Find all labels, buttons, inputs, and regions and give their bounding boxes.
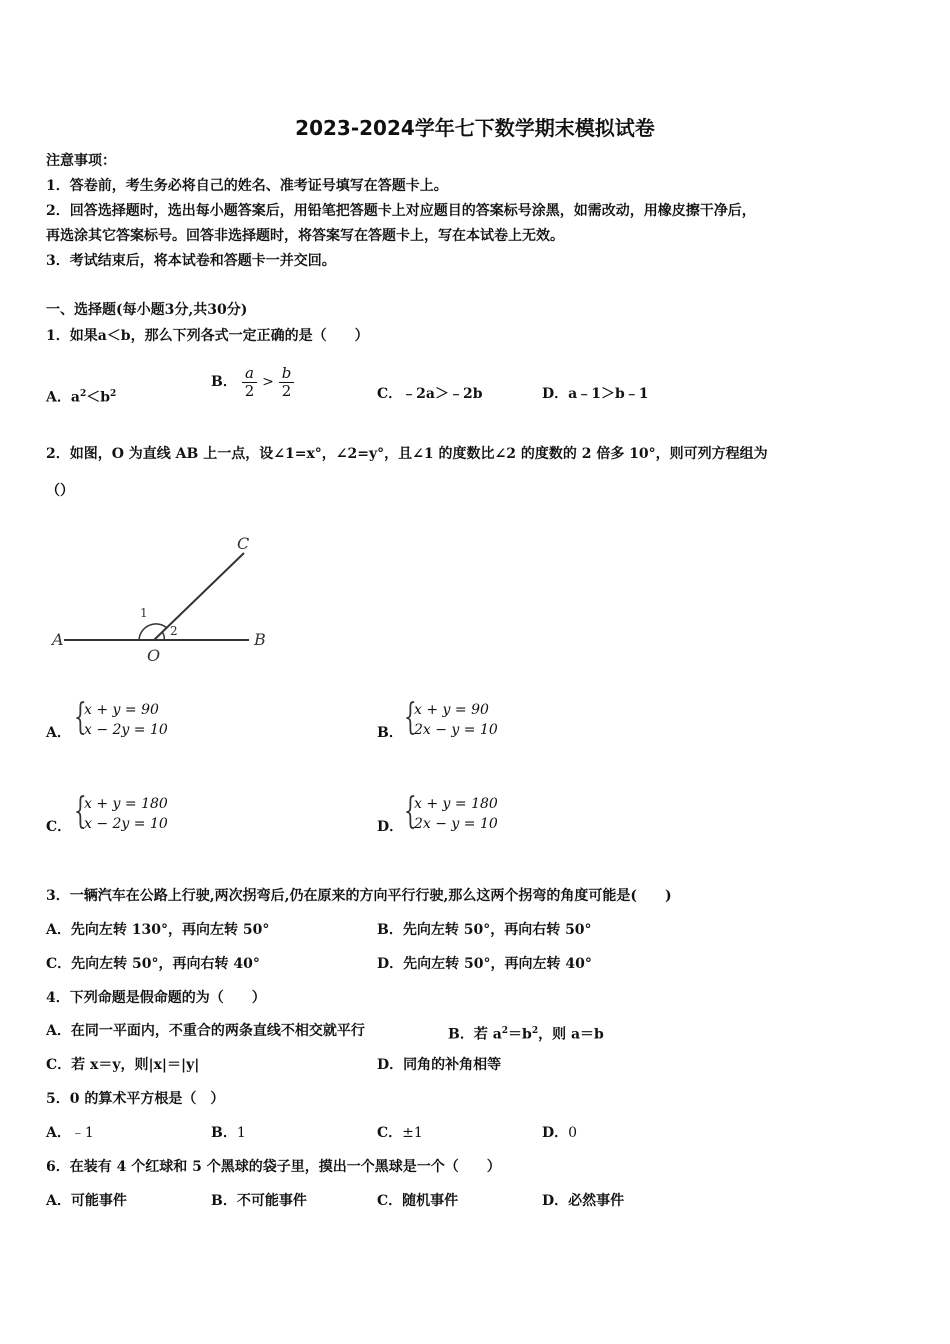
q5-d-label: D． — [542, 1125, 569, 1141]
q2-c-eq2: x − 2y = 10 — [84, 816, 168, 832]
q5-stem: 5．0 的算术平方根是（ ） — [46, 1091, 225, 1107]
q5-option-a — [46, 1123, 94, 1143]
q1-option-b-label: B． — [211, 374, 237, 390]
brace-icon: { — [74, 697, 87, 738]
q6-option-c: C．随机事件 — [377, 1193, 459, 1209]
q2-option-a-label: A． — [46, 725, 71, 741]
notice-item-2: 2．回答选择题时，选出每小题答案后，用铅笔把答题卡上对应题目的答案标号涂黑，如需改动，用橡皮擦干净后， — [46, 203, 756, 219]
q2-option-b-label: B． — [377, 725, 403, 741]
q1-b-op: > — [262, 374, 274, 390]
angle-2-arc — [162, 632, 164, 640]
q2-stem-line1: 2．如图，O 为直线 AB 上一点，设∠1=x°，∠2=y°，且∠1 的度数比∠2 的度数的 2 倍多 10°，则可列方程组为 — [46, 446, 768, 462]
q2-c-eq1: x + y = 180 — [84, 796, 168, 812]
label-b: B — [254, 630, 266, 649]
notice-item-2-cont: 再选涂其它答案标号。回答非选择题时，将答案写在答题卡上，写在本试卷上无效。 — [46, 228, 564, 244]
q2-b-eq1: x + y = 90 — [414, 702, 489, 718]
q4-b-pre: B．若 a — [448, 1026, 502, 1043]
q6-option-b: B．不可能事件 — [211, 1193, 307, 1209]
q4-stem: 4．下列命题是假命题的为（ ） — [46, 990, 266, 1006]
q4-option-a: A．在同一平面内，不重合的两条直线不相交就平行 — [46, 1023, 365, 1039]
q4-option-b — [448, 1021, 604, 1045]
q1-b-num-1: a — [242, 365, 257, 383]
q1-b-den-2: 2 — [281, 381, 292, 400]
brace-icon: { — [404, 791, 417, 832]
q2-option-b-system — [404, 697, 498, 740]
q2-option-c-label: C． — [46, 819, 72, 835]
label-o: O — [147, 646, 161, 665]
q5-b-label: B． — [211, 1125, 237, 1141]
q2-stem-line2: （） — [46, 483, 74, 499]
label-angle-2: 2 — [170, 624, 178, 638]
q1-b-frac-1 — [242, 365, 258, 400]
q4-b-sup1: 2 — [501, 1026, 509, 1036]
q4-option-c: C．若 x＝y，则|x|＝|y| — [46, 1057, 200, 1073]
q6-stem: 6．在装有 4 个红球和 5 个黑球的袋子里，摸出一个黑球是一个（ ） — [46, 1159, 501, 1175]
q5-b-val: 1 — [236, 1125, 246, 1141]
notice-item-1: 1．答卷前，考生务必将自己的姓名、准考证号填写在答题卡上。 — [46, 178, 448, 194]
q1-stem: 1．如果a＜b，那么下列各式一定正确的是（ ） — [46, 328, 369, 344]
q5-option-d — [542, 1123, 577, 1143]
ray-oc — [154, 553, 244, 640]
section-heading: 一、选择题(每小题3分,共30分) — [46, 302, 248, 318]
label-a: A — [52, 630, 64, 649]
q1-option-a — [46, 384, 116, 408]
q5-option-c — [377, 1123, 423, 1143]
brace-icon: { — [74, 791, 87, 832]
q1-option-b — [211, 360, 294, 404]
q1-b-frac-2 — [279, 365, 295, 400]
q2-a-eq2: x − 2y = 10 — [84, 722, 168, 738]
q5-a-val: ﹣1 — [70, 1125, 94, 1141]
q2-option-d-label: D． — [377, 819, 404, 835]
q3-stem: 3．一辆汽车在公路上行驶,两次拐弯后,仍在原来的方向平行行驶,那么这两个拐弯的角度可能是( ) — [46, 888, 672, 904]
q2-option-a-system — [74, 697, 168, 740]
q2-option-d-system — [404, 791, 498, 834]
q5-c-label: C． — [377, 1125, 403, 1141]
q2-a-eq1: x + y = 90 — [84, 702, 159, 718]
q2-d-eq2: 2x − y = 10 — [414, 816, 498, 832]
label-c: C — [237, 534, 250, 553]
notice-item-3: 3．考试结束后，将本试卷和答题卡一并交回。 — [46, 253, 336, 269]
q1-a-sup: 2 — [79, 389, 87, 399]
q3-option-d: D．先向左转 50°，再向左转 40° — [377, 956, 592, 972]
q3-option-c: C．先向左转 50°，再向右转 40° — [46, 956, 260, 972]
q5-d-val: 0 — [568, 1125, 578, 1141]
q1-a-mid: ＜b — [86, 389, 111, 406]
label-angle-1: 1 — [140, 606, 148, 620]
q3-option-a: A．先向左转 130°，再向左转 50° — [46, 922, 270, 938]
q1-a-base: a — [70, 389, 80, 406]
page-title: 2023-2024学年七下数学期末模拟试卷 — [295, 116, 655, 140]
angle-figure — [44, 525, 284, 670]
q1-option-d: D．a﹣1＞b﹣1 — [542, 386, 649, 402]
q1-b-den-1: 2 — [244, 381, 255, 400]
q1-option-c: C．﹣2a＞﹣2b — [377, 386, 483, 402]
q4-b-sup2: 2 — [531, 1026, 539, 1036]
q1-option-a-label: A． — [46, 389, 71, 406]
q4-b-mid: ＝b — [508, 1026, 532, 1043]
q4-b-post: ，则 a＝b — [538, 1026, 604, 1043]
q5-a-label: A． — [46, 1125, 71, 1141]
q2-d-eq1: x + y = 180 — [414, 796, 498, 812]
q5-c-val: ±1 — [402, 1125, 423, 1141]
q6-option-a: A．可能事件 — [46, 1193, 127, 1209]
q5-option-b — [211, 1123, 246, 1143]
q1-a-sup2: 2 — [110, 389, 117, 399]
q2-option-c-system — [74, 791, 168, 834]
notice-heading: 注意事项： — [46, 153, 116, 169]
brace-icon: { — [404, 697, 417, 738]
q2-b-eq2: 2x − y = 10 — [414, 722, 498, 738]
q1-b-num-2: b — [279, 365, 295, 383]
q6-option-d: D．必然事件 — [542, 1193, 625, 1209]
q4-option-d: D．同角的补角相等 — [377, 1057, 502, 1073]
q3-option-b: B．先向左转 50°，再向右转 50° — [377, 922, 592, 938]
